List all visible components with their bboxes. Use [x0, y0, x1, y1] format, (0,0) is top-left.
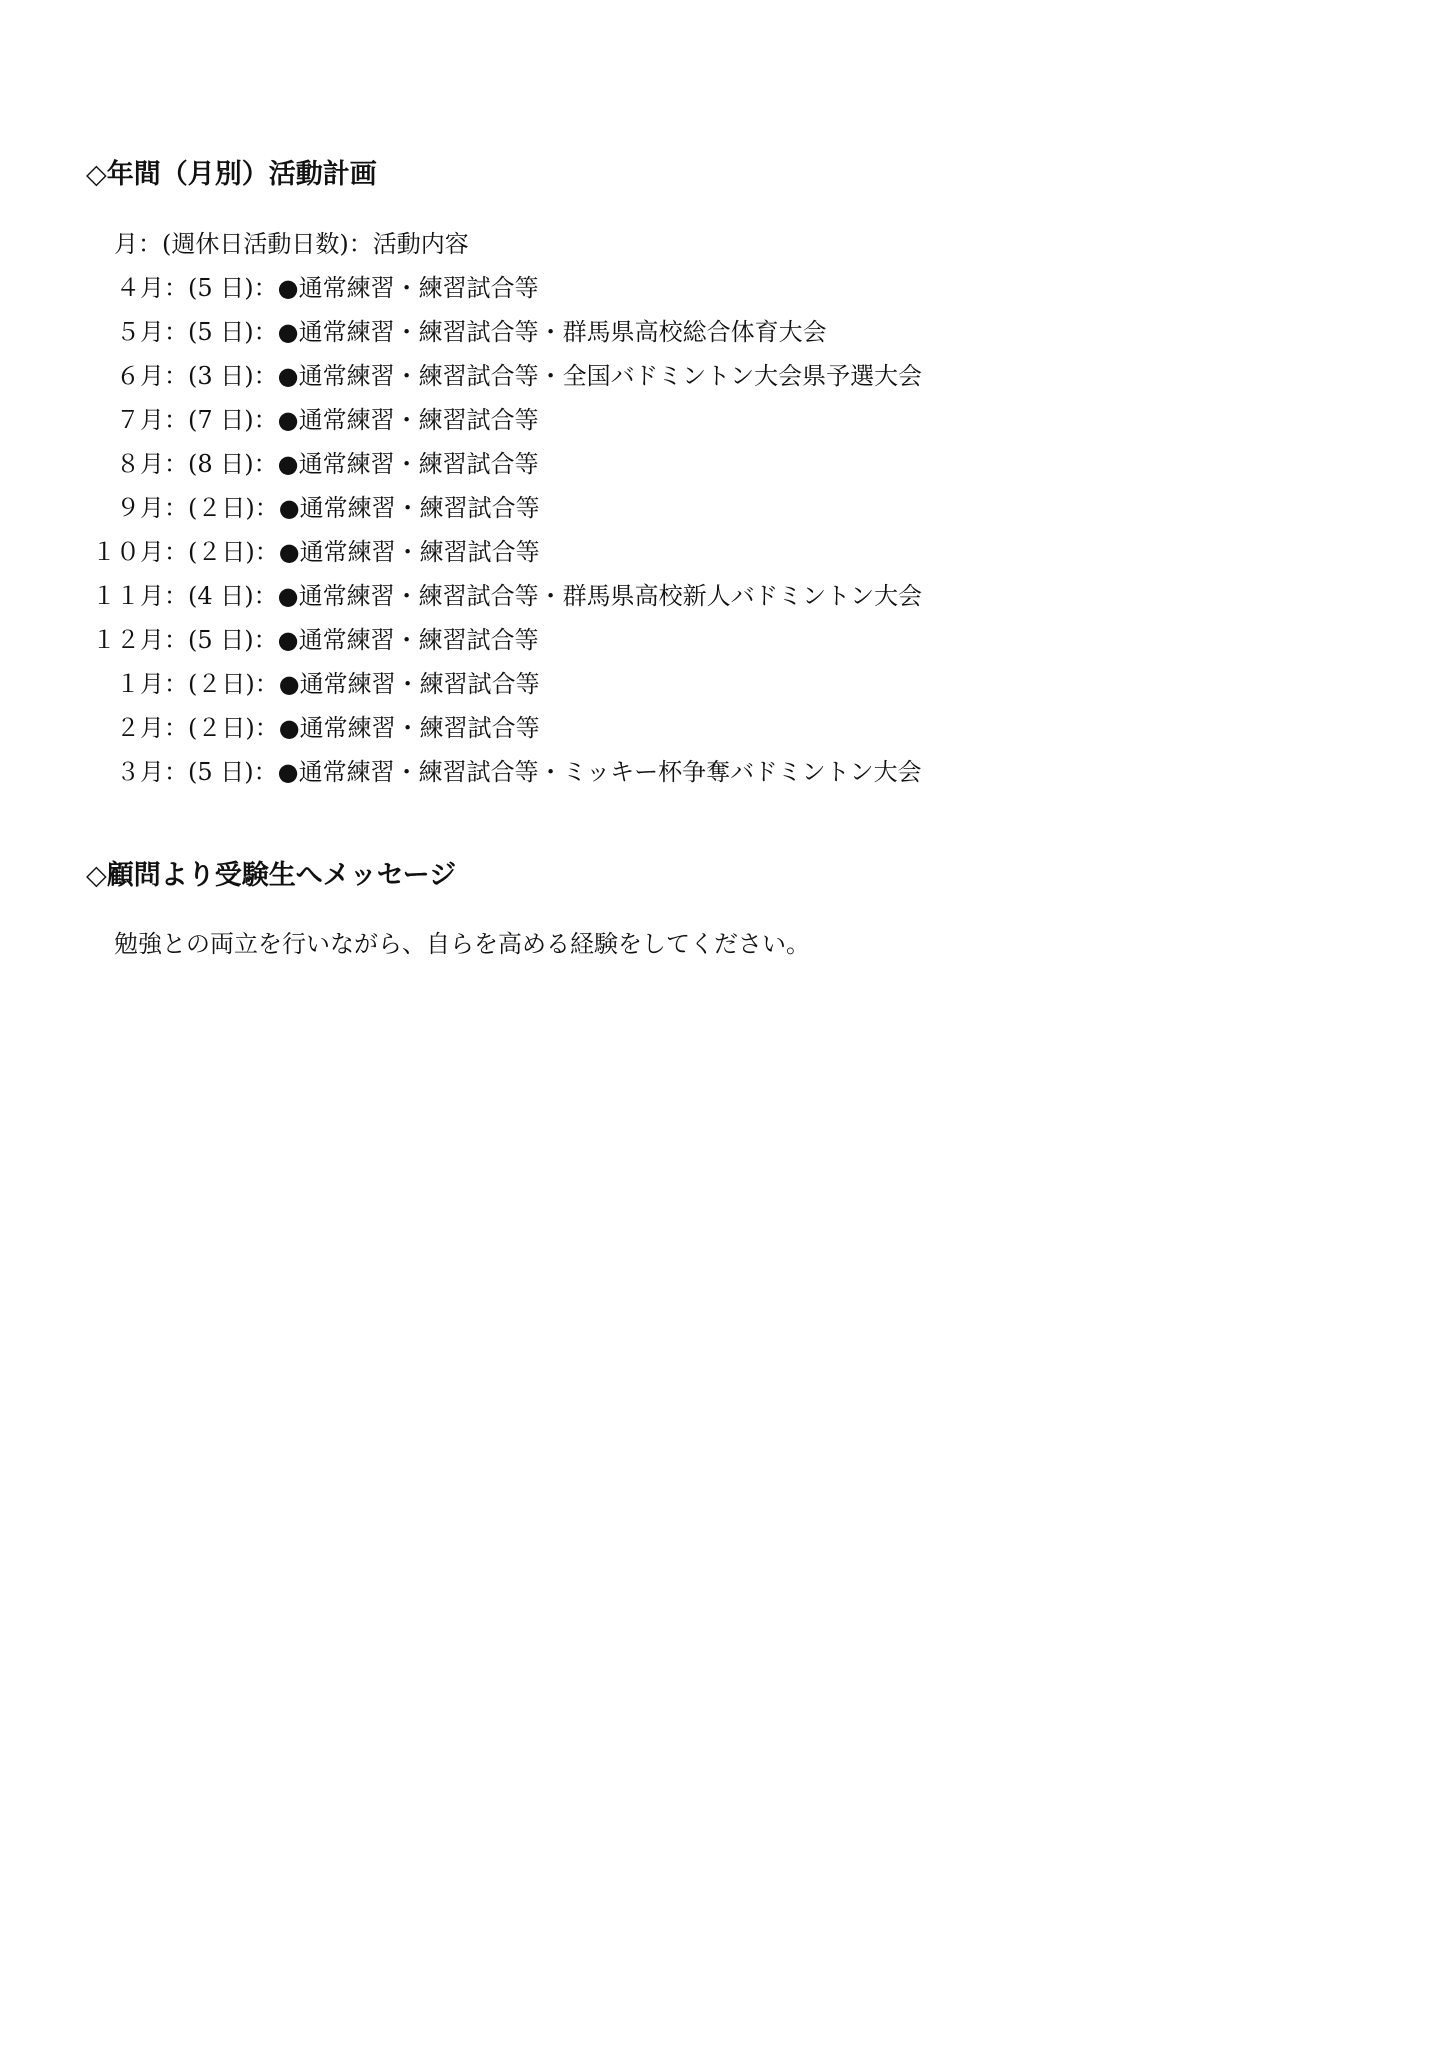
- plan-row-may: ５月：(5 日)：●通常練習・練習試合等・群馬県高校総合体育大会: [116, 318, 827, 346]
- annual-plan-heading: ◇年間（月別）活動計画: [86, 159, 377, 190]
- plan-row-july: ７月：(7 日)：●通常練習・練習試合等: [116, 406, 539, 434]
- plan-row-august: ８月：(8 日)：●通常練習・練習試合等: [116, 450, 539, 478]
- plan-row-february: ２月：(２日)：●通常練習・練習試合等: [116, 714, 540, 742]
- plan-row-october: １０月：(２日)：●通常練習・練習試合等: [92, 538, 540, 566]
- advisor-message-heading: ◇顧問より受験生へメッセージ: [86, 860, 457, 891]
- plan-row-january: １月：(２日)：●通常練習・練習試合等: [116, 670, 540, 698]
- plan-row-december: １２月：(5 日)：●通常練習・練習試合等: [92, 626, 539, 654]
- plan-row-june: ６月：(3 日)：●通常練習・練習試合等・全国バドミントン大会県予選大会: [116, 362, 923, 390]
- plan-row-april: ４月：(5 日)：●通常練習・練習試合等: [116, 274, 539, 302]
- plan-row-september: ９月：(２日)：●通常練習・練習試合等: [116, 494, 540, 522]
- plan-row-march: ３月：(5 日)：●通常練習・練習試合等・ミッキー杯争奪バドミントン大会: [116, 758, 922, 786]
- annual-plan-list: [92, 222, 922, 794]
- plan-row-november: １１月：(4 日)：●通常練習・練習試合等・群馬県高校新人バドミントン大会: [92, 582, 923, 610]
- advisor-message-text: 勉強との両立を行いながら、自らを高める経験をしてください。: [114, 930, 810, 958]
- plan-header-row: 月：(週休日活動日数)：活動内容: [114, 230, 469, 258]
